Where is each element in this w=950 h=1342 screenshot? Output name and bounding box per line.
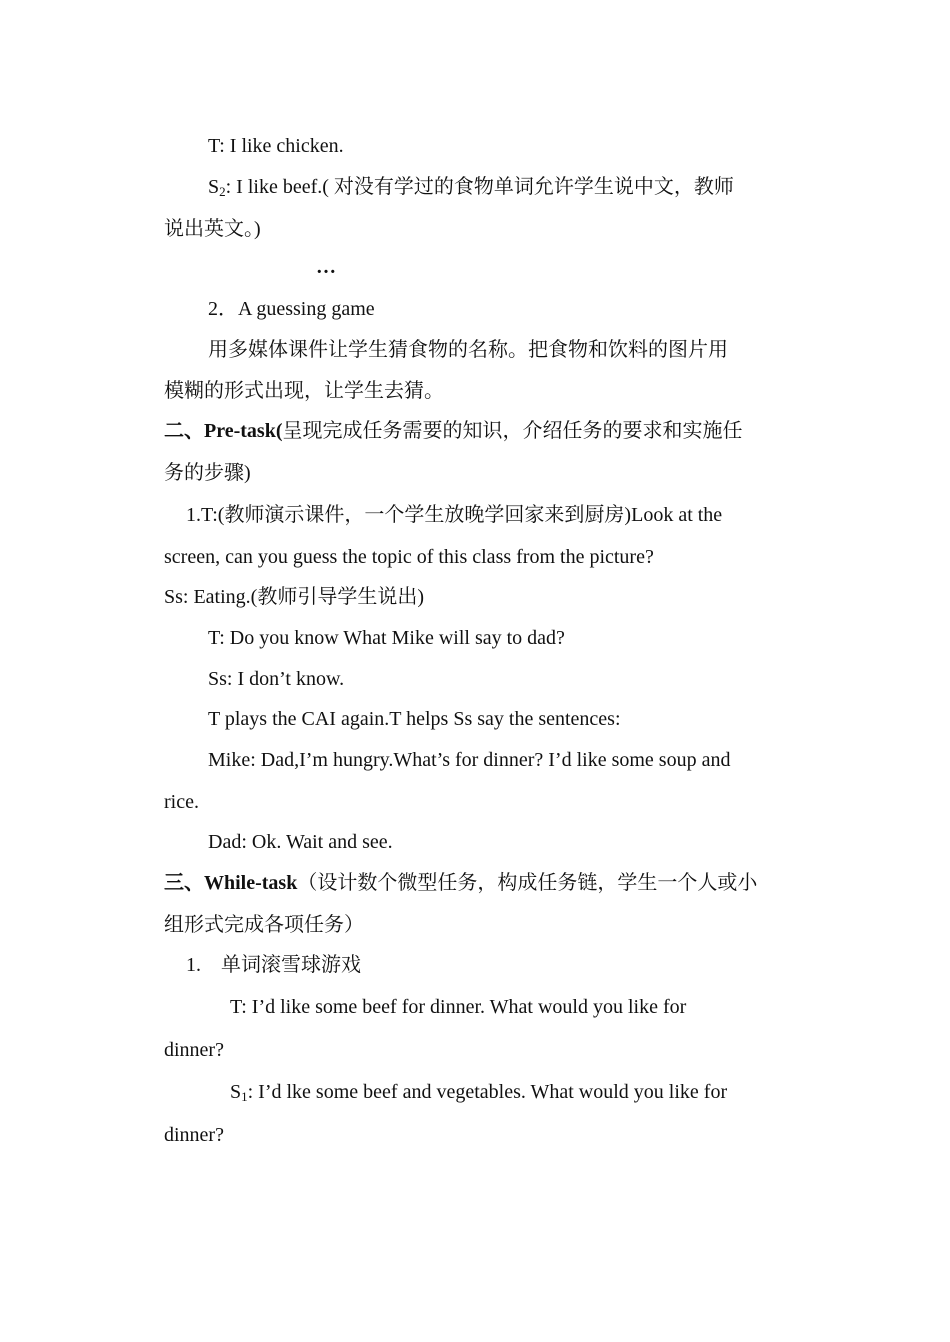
paragraph-line: 用多媒体课件让学生猜食物的名称。把食物和饮料的图片用: [208, 339, 728, 361]
dialogue-line: Dad: Ok. Wait and see.: [208, 831, 393, 853]
heading-note: 呈现完成任务需要的知识，介绍任务的要求和实施任: [282, 420, 743, 442]
paragraph-line: 组形式完成各项任务）: [164, 914, 364, 936]
speaker-label: S: [208, 176, 220, 198]
section-heading: [164, 418, 743, 444]
paragraph-line: 模糊的形式出现，让学生去猜。: [164, 380, 444, 402]
speaker-subscript: 2: [219, 184, 226, 199]
list-number: 1.: [186, 954, 201, 976]
heading-note: （设计数个微型任务，构成任务链，学生一个人或小: [297, 872, 758, 894]
heading-label: 二、Pre-task(: [164, 420, 283, 442]
ellipsis: …: [316, 256, 336, 278]
speaker-subscript: 1: [241, 1089, 248, 1104]
dialogue-line: dinner?: [164, 1124, 224, 1146]
dialogue-line: T: I like chicken.: [208, 135, 344, 157]
dialogue-text: : I like beef.( 对没有学过的食物单词允许学生说中文，教师: [225, 176, 734, 198]
dialogue-line: T: I’d like some beef for dinner. What would you like for: [230, 996, 687, 1018]
list-item: [186, 952, 361, 978]
paragraph-line: 务的步骤): [164, 462, 251, 484]
paragraph-line: T plays the CAI again.T helps Ss say the sentences:: [208, 708, 621, 730]
dialogue-line: Mike: Dad,I’m hungry.What’s for dinner? I’d like some soup and: [208, 749, 731, 771]
dialogue-text: : I’d lke some beef and vegetables. What would you like for: [247, 1081, 728, 1103]
dialogue-line: Ss: I don’t know.: [208, 668, 345, 690]
paragraph-line: 1.T:(教师演示课件，一个学生放晚学回家来到厨房)Look at the: [186, 504, 723, 526]
section-heading: [164, 870, 757, 896]
dialogue-line: T: Do you know What Mike will say to dad?: [208, 627, 565, 649]
list-text: 单词滚雪球游戏: [221, 954, 361, 976]
dialogue-line: dinner?: [164, 1039, 224, 1061]
dialogue-line: [230, 1079, 727, 1105]
section-item: 2．A guessing game: [208, 298, 375, 320]
paragraph-line: 说出英文。): [164, 218, 261, 240]
dialogue-line: rice.: [164, 791, 199, 813]
heading-label: 三、While-task: [164, 872, 298, 894]
dialogue-line: Ss: Eating.(教师引导学生说出): [164, 586, 424, 608]
paragraph-line: screen, can you guess the topic of this class from the picture?: [164, 546, 654, 568]
dialogue-line: [208, 174, 734, 200]
speaker-label: S: [230, 1081, 242, 1103]
